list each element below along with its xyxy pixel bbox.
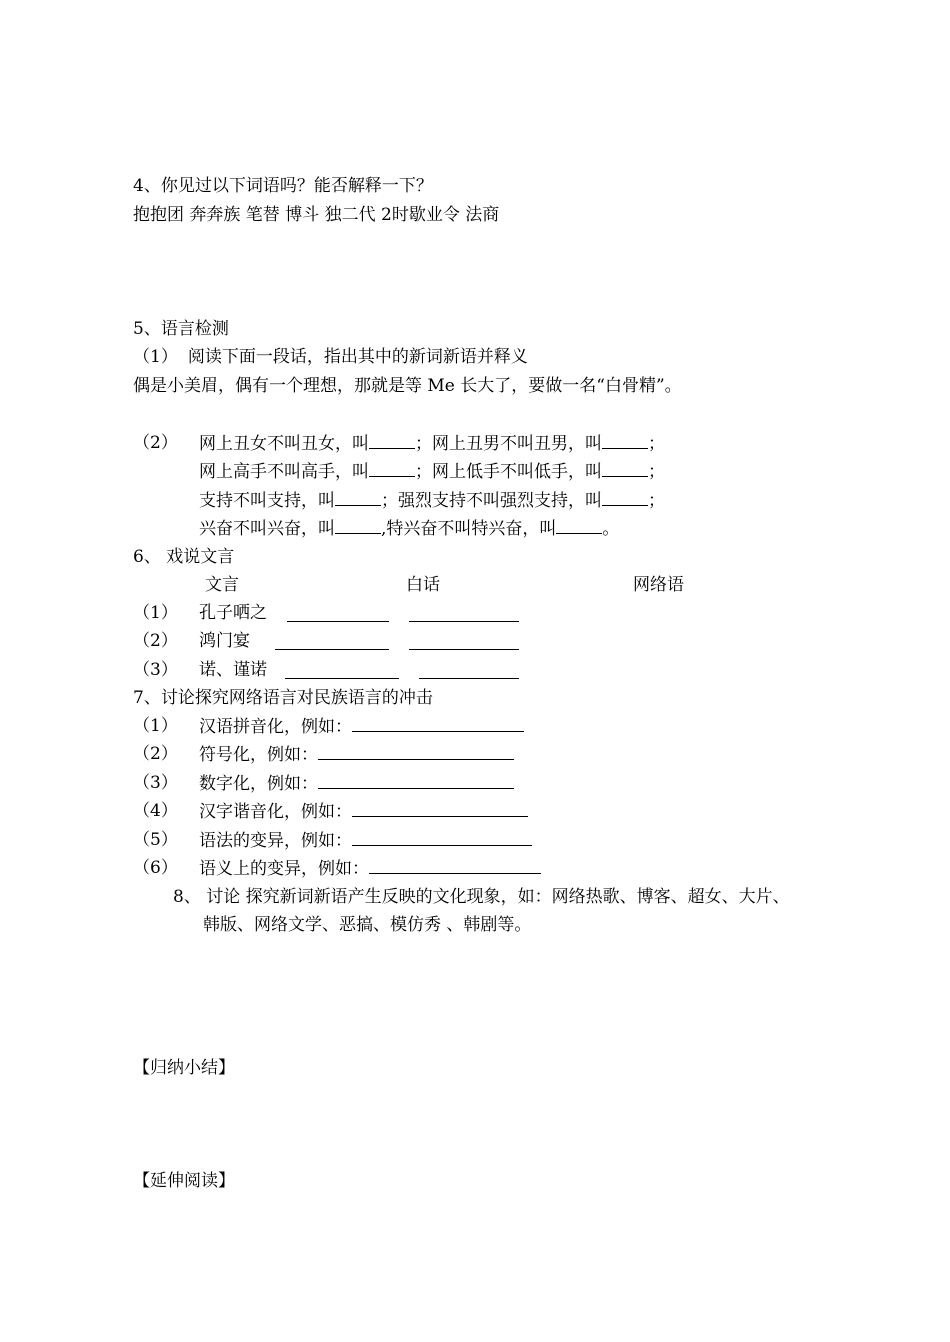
q5-r2-text-a: 网上高手不叫高手，叫 [199, 462, 369, 482]
q7-item2-text: 符号化，例如： [199, 745, 318, 765]
q5-r4-text-b: ,特兴奋不叫特兴奋，叫 [381, 519, 557, 539]
q6-row2-num: （2） [133, 631, 178, 651]
q7-title: 7、讨论探究网络语言对民族语言的冲击 [133, 688, 433, 708]
q6-row2-text: 鸿门宴 [199, 631, 250, 651]
q6-header-classical: 文言 [205, 575, 239, 595]
answer-blank[interactable] [335, 517, 381, 534]
q7-item6-num: （6） [133, 858, 178, 878]
answer-blank[interactable] [556, 517, 602, 534]
q6-row1-num: （1） [133, 603, 178, 623]
q7-item2-num: （2） [133, 744, 178, 764]
q6-header-internet: 网络语 [633, 575, 684, 595]
q5-r4-text-c: 。 [602, 519, 620, 539]
q6-row1-internet-blank[interactable] [409, 605, 519, 622]
q5-part1 [133, 346, 528, 368]
q6-row1-text: 孔子哂之 [199, 603, 267, 623]
summary-heading: 【归纳小结】 [133, 1058, 235, 1078]
q5-r2-text-c: ； [648, 462, 665, 482]
q7-item6-text: 语义上的变异，例如： [199, 859, 369, 879]
q7-item4-text: 汉字谐音化，例如： [199, 802, 352, 822]
q7-item6 [199, 857, 541, 880]
answer-blank[interactable] [352, 800, 528, 817]
answer-blank[interactable] [602, 432, 648, 449]
q7-item5-num: （5） [133, 830, 178, 850]
q5-passage: 偶是小美眉，偶有一个理想，那就是等 Me 长大了，要做一名“白骨精”。 [133, 376, 682, 396]
q5-part1-num: （1） [133, 347, 178, 367]
q5-part2-row3 [199, 489, 665, 512]
q7-item5-text: 语法的变异，例如： [199, 831, 352, 851]
q7-item3-text: 数字化，例如： [199, 774, 318, 794]
q6-header-vernacular: 白话 [406, 575, 440, 595]
answer-blank[interactable] [369, 460, 415, 477]
q8-line1: 8、 讨论 探究新词新语产生反映的文化现象，如：网络热歌、博客、超女、大片、 [173, 887, 790, 907]
q5-title: 5、语言检测 [133, 319, 229, 339]
q7-item5 [199, 829, 532, 852]
q7-item1-num: （1） [133, 716, 178, 736]
q5-r1-text-b: ；网上丑男不叫丑男，叫 [415, 434, 602, 454]
q7-item1 [199, 715, 524, 738]
q7-item2 [199, 743, 514, 766]
q5-r4-text-a: 兴奋不叫兴奋，叫 [199, 519, 335, 539]
q5-r1-text-a: 网上丑女不叫丑女，叫 [199, 434, 369, 454]
q5-part1-text: 阅读下面一段话，指出其中的新词新语并释义 [187, 347, 528, 367]
answer-blank[interactable] [318, 743, 514, 760]
q7-item4-num: （4） [133, 801, 178, 821]
answer-blank[interactable] [335, 489, 381, 506]
extended-reading-heading: 【延伸阅读】 [133, 1171, 235, 1191]
q7-item1-text: 汉语拼音化，例如： [199, 717, 352, 737]
q5-r3-text-a: 支持不叫支持，叫 [199, 491, 335, 511]
q6-row3-num: （3） [133, 660, 178, 680]
q5-r3-text-c: ； [648, 491, 665, 511]
q6-row3-internet-blank[interactable] [419, 662, 519, 679]
q7-item3 [199, 772, 514, 795]
q7-item4 [199, 800, 528, 823]
q6-title: 6、 戏说文言 [133, 547, 235, 567]
q8-line2: 韩版、网络文学、恶搞、模仿秀 、韩剧等。 [203, 915, 532, 935]
q5-r1-text-c: ； [648, 434, 665, 454]
answer-blank[interactable] [369, 857, 541, 874]
q6-row3-vernacular-blank[interactable] [285, 662, 399, 679]
answer-blank[interactable] [602, 489, 648, 506]
q5-part2-row1 [199, 432, 665, 455]
answer-blank[interactable] [369, 432, 415, 449]
q5-part2-row2 [199, 460, 665, 483]
answer-blank[interactable] [318, 772, 514, 789]
q6-row3-text: 诺、谨诺 [199, 660, 267, 680]
q6-row1-vernacular-blank[interactable] [287, 605, 389, 622]
q4-words: 抱抱团 奔奔族 笔替 博斗 独二代 2时歇业令 法商 [133, 205, 500, 225]
q4-title: 4、你见过以下词语吗？能否解释一下？ [133, 176, 433, 196]
answer-blank[interactable] [352, 829, 532, 846]
q6-row2-vernacular-blank[interactable] [275, 633, 389, 650]
answer-blank[interactable] [602, 460, 648, 477]
q5-r3-text-b: ；强烈支持不叫强烈支持，叫 [381, 491, 602, 511]
q5-r2-text-b: ；网上低手不叫低手，叫 [415, 462, 602, 482]
q5-part2-num: （2） [133, 433, 178, 453]
q6-row2-internet-blank[interactable] [409, 633, 519, 650]
q7-item3-num: （3） [133, 773, 178, 793]
answer-blank[interactable] [352, 715, 524, 732]
q5-part2-row4 [199, 517, 619, 540]
